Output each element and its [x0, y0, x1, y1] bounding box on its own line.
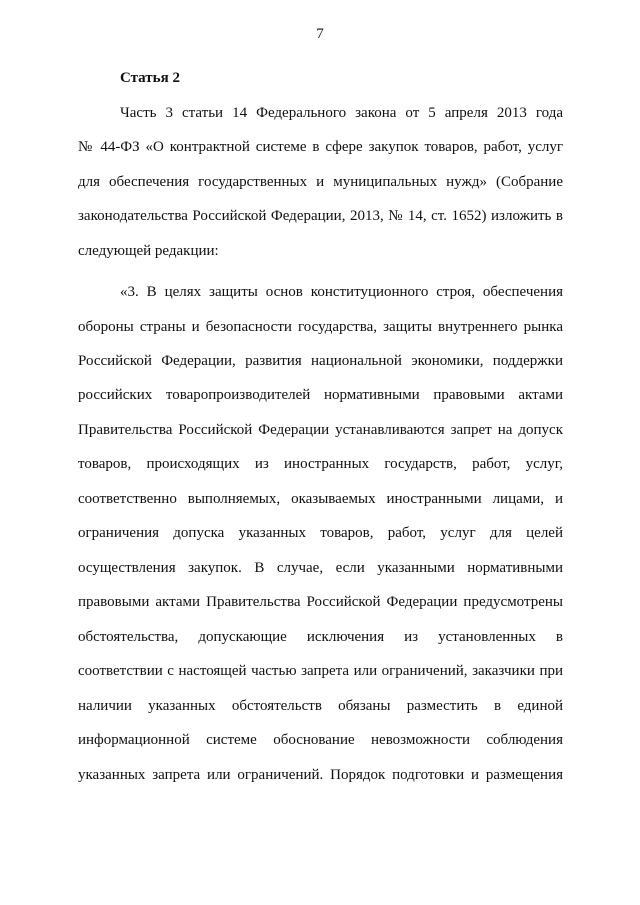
text-line: правовыми актами Правительства Российской Федерации предусмотрены	[78, 594, 563, 610]
text-line: соответствии с настоящей частью запрета или ограничений, заказчики при	[78, 663, 563, 679]
text-line: Российской Федерации, развития национальной экономики, поддержки	[78, 353, 563, 369]
text-line: осуществления закупок. В случае, если указанными нормативными	[78, 560, 563, 576]
text-line: следующей редакции:	[78, 243, 219, 259]
text-line: обороны страны и безопасности государства, защиты внутреннего рынка	[78, 319, 563, 335]
text-line: «3. В целях защиты основ конституционного строя, обеспечения	[120, 284, 563, 300]
text-line: Часть 3 статьи 14 Федерального закона от 5 апреля 2013 года	[120, 105, 563, 121]
text-line: ограничения допуска указанных товаров, работ, услуг для целей	[78, 525, 563, 541]
text-line: указанных запрета или ограничений. Порядок подготовки и размещения	[78, 767, 563, 783]
text-line: информационной системе обоснование невозможности соблюдения	[78, 732, 563, 748]
text-line: для обеспечения государственных и муниципальных нужд» (Собрание	[78, 174, 563, 190]
text-line: законодательства Российской Федерации, 2013, № 14, ст. 1652) изложить в	[78, 208, 563, 224]
page-number: 7	[316, 26, 324, 42]
text-line: товаров, происходящих из иностранных государств, работ, услуг,	[78, 456, 563, 472]
text-line: Правительства Российской Федерации устанавливаются запрет на допуск	[78, 422, 563, 438]
article-heading: Статья 2	[120, 70, 180, 86]
text-line: № 44-ФЗ «О контрактной системе в сфере закупок товаров, работ, услуг	[78, 139, 563, 155]
text-line: наличии указанных обстоятельств обязаны разместить в единой	[78, 698, 563, 714]
text-line: российских товаропроизводителей нормативными правовыми актами	[78, 387, 563, 403]
text-line: обстоятельства, допускающие исключения из установленных в	[78, 629, 563, 645]
text-line: соответственно выполняемых, оказываемых иностранными лицами, и	[78, 491, 563, 507]
